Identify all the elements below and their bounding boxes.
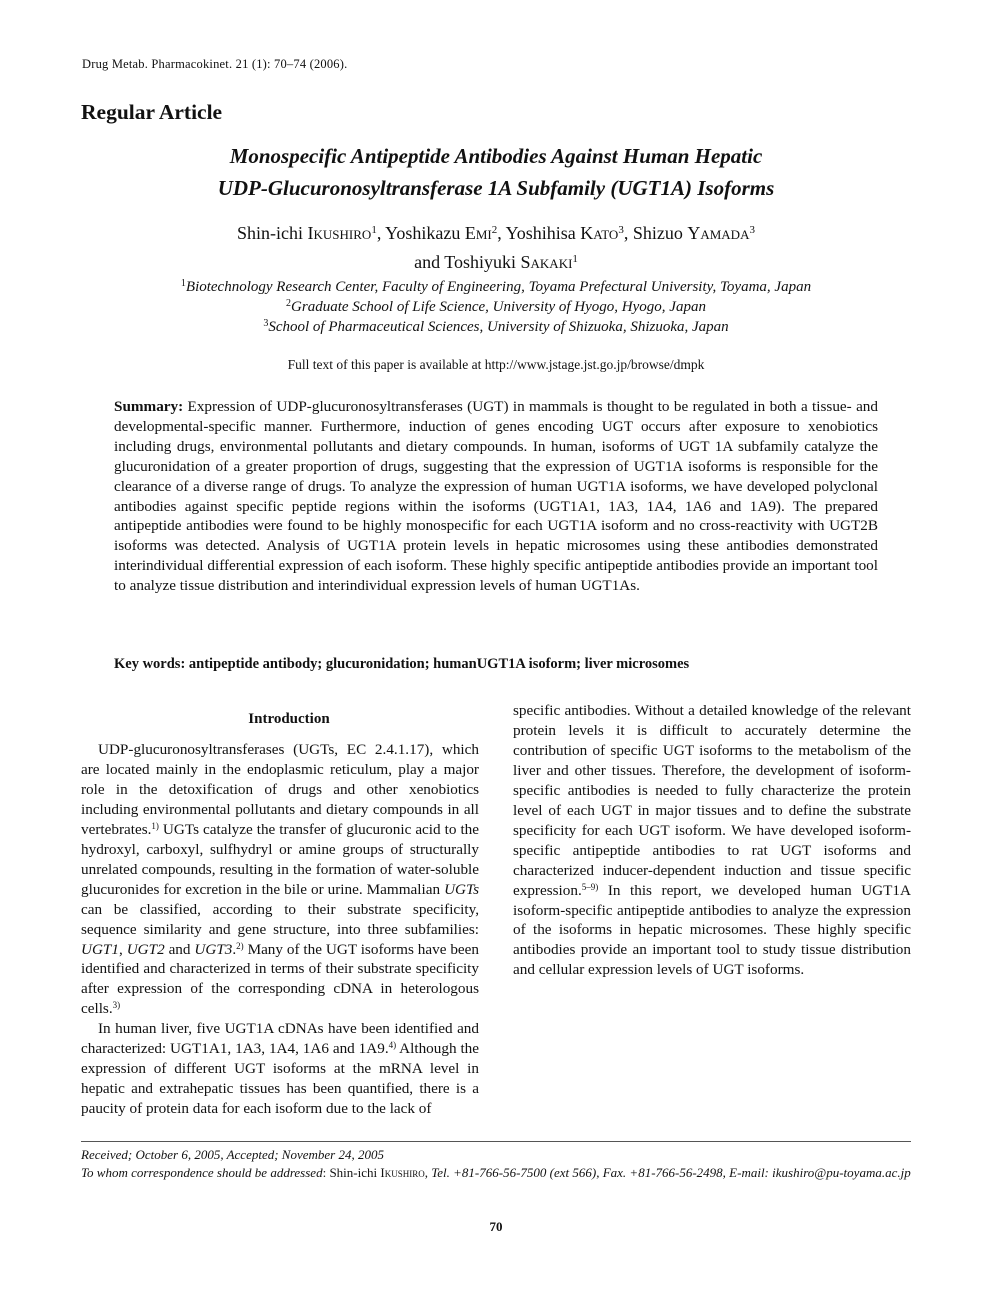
summary-label: Summary:: [114, 398, 184, 415]
title-line-1: Monospecific Antipeptide Antibodies Against Human Hepatic: [229, 144, 763, 168]
citation-4: 4): [388, 1040, 397, 1051]
citation-3: 3): [112, 1000, 121, 1011]
author-line-1: Shin-ichi Ikushiro$^1$, Yoshikazu Emi$^2$, Yoshihisa Kato$^3$, Shizuo Yamada$^3$: [237, 223, 755, 243]
affiliations: [80, 277, 912, 337]
article-type-heading: Regular Article: [81, 100, 223, 124]
author-2: Yoshikazu Emi$^2$: [385, 223, 498, 243]
intro-paragraph-1: UDP-glucuronosyltransferases (UGTs, EC 2.4.1.17), which are located mainly in the endoplasmic reticulum, play a major role in the detoxification of drugs and other xenobiotics including environmental pollutants and dietary compounds in all vertebrates.$^{1)}$ UGTs catalyze the transfer of glucuronic acid to the hydroxyl, carboxyl, sulfhydryl or amine groups of structurally unrelated compounds, resulting in the formation of water-soluble glucuronides for excretion in the bile or urine. Mammalian UGTs can be classified, according to their substrate specificity, sequence similarity and gene structure, into three subfamilies: UGT1, UGT2 and UGT3.$^{2)}$ Many of the UGT isoforms have been identified and characterized in terms of their substrate specificity after expression of the corresponding cDNA in heterologous cells.$^{3)}$: [81, 741, 479, 1018]
keywords: Key words: antipeptide antibody; glucuronidation; humanUGT1A isoform; liver microsomes: [114, 656, 690, 672]
affiliation-2: $^2$Graduate School of Life Science, University of Hyogo, Hyogo, Japan: [286, 298, 706, 315]
page-number: 70: [489, 1219, 503, 1234]
right-column: [513, 701, 911, 980]
intro-paragraph-2-continued: specific antibodies. Without a detailed knowledge of the relevant protein levels it is difficult to accurately determine the contribution of specific UGT isoforms to the metabolism of the liver and other tissues. Therefore, the development of isoform-specific antibodies is needed to fully characterize the protein level of each UGT in major tissues and to define the substrate specificity for each UGT isoform. We have developed isoform-specific antipeptide antibodies to rat UGT isoforms and characterized inducer-dependent induction and tissue specific expression.$^{5-9)}$ In this report, we developed human UGT1A isoform-specific antipeptide antibodies to analyze the expression of the isoforms in hepatic microsomes. These highly specific antibodies provide an important tool to study tissue distribution and cellular expression levels of UGT isoforms.: [513, 702, 911, 979]
author-4: Shizuo Yamada$^3$: [632, 223, 755, 243]
summary-abstract: [114, 397, 878, 596]
author-5: Toshiyuki Sakaki$^1$: [444, 252, 578, 272]
article-title: [80, 140, 912, 204]
author-line-2: and Toshiyuki Sakaki$^1$: [414, 252, 578, 272]
citation-2: 2): [236, 940, 244, 951]
citation-1: 1): [151, 820, 159, 831]
intro-paragraph-2: In human liver, five UGT1A cDNAs have been identified and characterized: UGT1A1, 1A3, 1A4, 1A6 and 1A9.$^{4)}$ Although the expression of different UGT isoforms at the mRNA level in hepatic and extrahepatic tissues has been quantified, there is a paucity of protein data for each isoform due to the lack of: [81, 1020, 480, 1118]
citation-5-9: 5–9): [581, 881, 599, 892]
journal-reference: Drug Metab. Pharmacokinet. 21 (1): 70–74 (2006).: [82, 57, 348, 71]
introduction-heading: Introduction: [248, 711, 330, 727]
fulltext-availability-note: Full text of this paper is available at http://www.jstage.jst.go.jp/browse/dmpk: [287, 357, 705, 372]
author-3: Yoshihisa Kato$^3$: [505, 223, 624, 243]
affiliation-3: $^3$School of Pharmaceutical Sciences, University of Shizuoka, Shizuoka, Japan: [263, 318, 729, 335]
footnotes: [81, 1146, 915, 1182]
correspondence-note: To whom correspondence should be addressed: Shin-ichi Ikushiro, Tel. +81-766-56-7500 (ext 566), Fax. +81-766-56-2498, E-mail: ikushiro@pu-toyama.ac.jp: [81, 1165, 911, 1180]
footnote-divider: [81, 1141, 911, 1142]
received-dates: Received; October 6, 2005, Accepted; November 24, 2005: [81, 1147, 384, 1162]
author-list: [80, 219, 912, 277]
title-line-2: UDP-Glucuronosyltransferase 1A Subfamily (UGT1A) Isoforms: [217, 176, 775, 200]
summary-text: Expression of UDP-glucuronosyltransferases (UGT) in mammals is thought to be regulated in both a tissue- and developmental-specific manner. Furthermore, induction of genes encoding UGT occurs after exposure to xenobiotics including drugs, environmental pollutants and dietary compounds. In human, isoforms of UGT 1A subfamily catalyze the glucuronidation of a greater proportion of drugs, suggesting that the expression of UGT1A isoforms is responsible for the clearance of a diverse range of drugs. To analyze the expression of human UGT1A isoforms, we have developed polyclonal antibodies against specific peptide regions within the isoforms (UGT1A1, 1A3, 1A4, 1A6 and 1A9). The prepared antipeptide antibodies were found to be highly monospecific for each UGT1A isoform and no cross-reactivity with UGT2B isoforms was detected. Analysis of UGT1A protein levels in hepatic microsomes using these antibodies demonstrated interindividual differential expression of each isoform. These highly specific antipeptide antibodies provide an important tool to analyze tissue distribution and interindividual expression levels of human UGT1As.: [114, 398, 878, 595]
author-1: Shin-ichi Ikushiro$^1$: [237, 223, 377, 243]
affiliation-1: $^1$Biotechnology Research Center, Faculty of Engineering, Toyama Prefectural University, Toyama, Japan: [180, 278, 812, 295]
left-column: [81, 740, 479, 1119]
